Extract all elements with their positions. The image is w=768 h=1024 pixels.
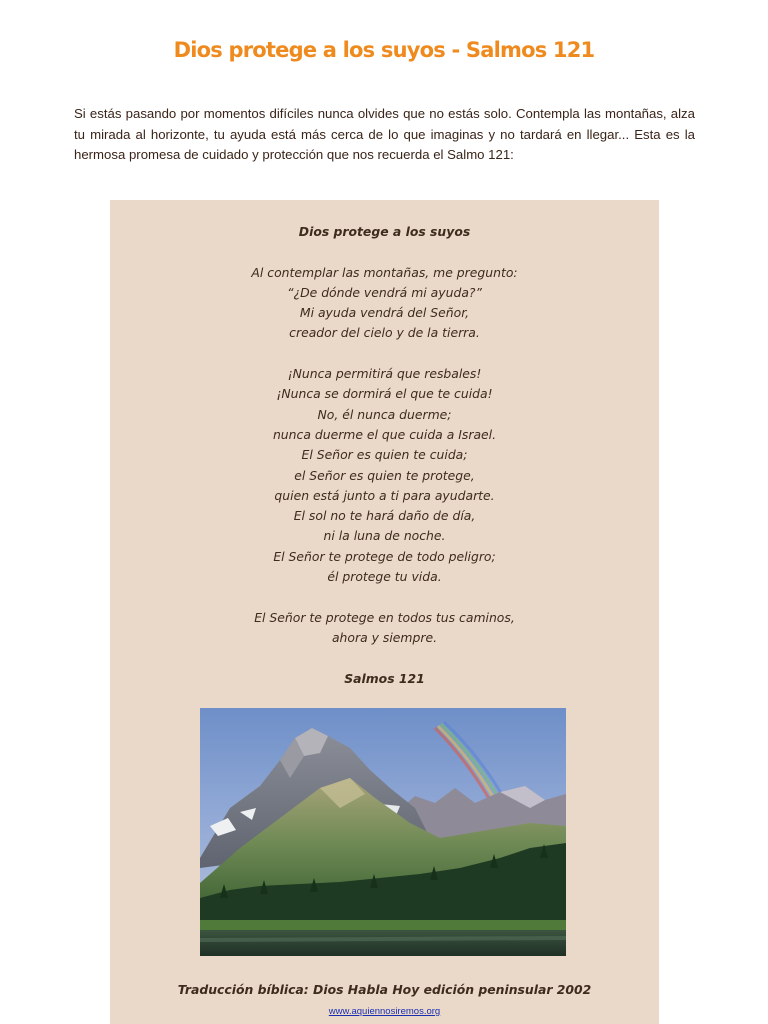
stanza-gap [110, 587, 659, 607]
poem-line: Mi ayuda vendrá del Señor, [299, 305, 470, 321]
poem-line: El Señor te protege de todo peligro; [273, 548, 496, 564]
page-title: Dios protege a los suyos - Salmos 121 [173, 38, 595, 62]
poem-line: Al contemplar las montañas, me pregunto: [251, 264, 518, 280]
poem-line: quien está junto a ti para ayudarte. [274, 487, 495, 503]
poem-line: el Señor es quien te protege, [294, 467, 475, 483]
stanza-gap [110, 242, 659, 262]
psalm-reference: Salmos 121 [344, 670, 425, 686]
stanza-gap [110, 648, 659, 668]
poem-line: nunca duerme el que cuida a Israel. [272, 426, 497, 442]
poem-line: El Señor es quien te cuida; [301, 447, 468, 463]
translation-credit: Traducción bíblica: Dios Habla Hoy edición peninsular 2002 [177, 982, 592, 997]
poem-line: “¿De dónde vendrá mi ayuda?” [287, 284, 482, 300]
intro-paragraph: Si estás pasando por momentos difíciles nunca olvides que no estás solo. Contempla las montañas, alza tu mirada al horizonte, tu ayuda está más cerca de lo que imaginas y no tardará en llegar... Esta es la hermosa promesa de cuidado y protección que nos recuerda el Salmo 121: [74, 106, 695, 162]
poem [110, 222, 659, 689]
mountain-rainbow-photo [200, 708, 566, 956]
poem-heading: Dios protege a los suyos [298, 224, 471, 239]
poem-line: ¡Nunca permitirá que resbales! [287, 366, 482, 382]
website-link[interactable]: www.aquiennosiremos.org [328, 1006, 441, 1017]
stanza-gap [110, 344, 659, 364]
poem-line: El Señor te protege en todos tus caminos, [254, 609, 515, 625]
poem-line: creador del cielo y de la tierra. [289, 325, 480, 341]
poem-line: ahora y siempre. [331, 629, 438, 645]
poem-line: él protege tu vida. [327, 569, 442, 585]
poem-line: ¡Nunca se dormirá el que te cuida! [276, 386, 493, 402]
poem-line: No, él nunca duerme; [317, 406, 452, 422]
poem-line: El sol no te hará daño de día, [293, 508, 476, 524]
poem-line: ni la luna de noche. [323, 528, 446, 544]
